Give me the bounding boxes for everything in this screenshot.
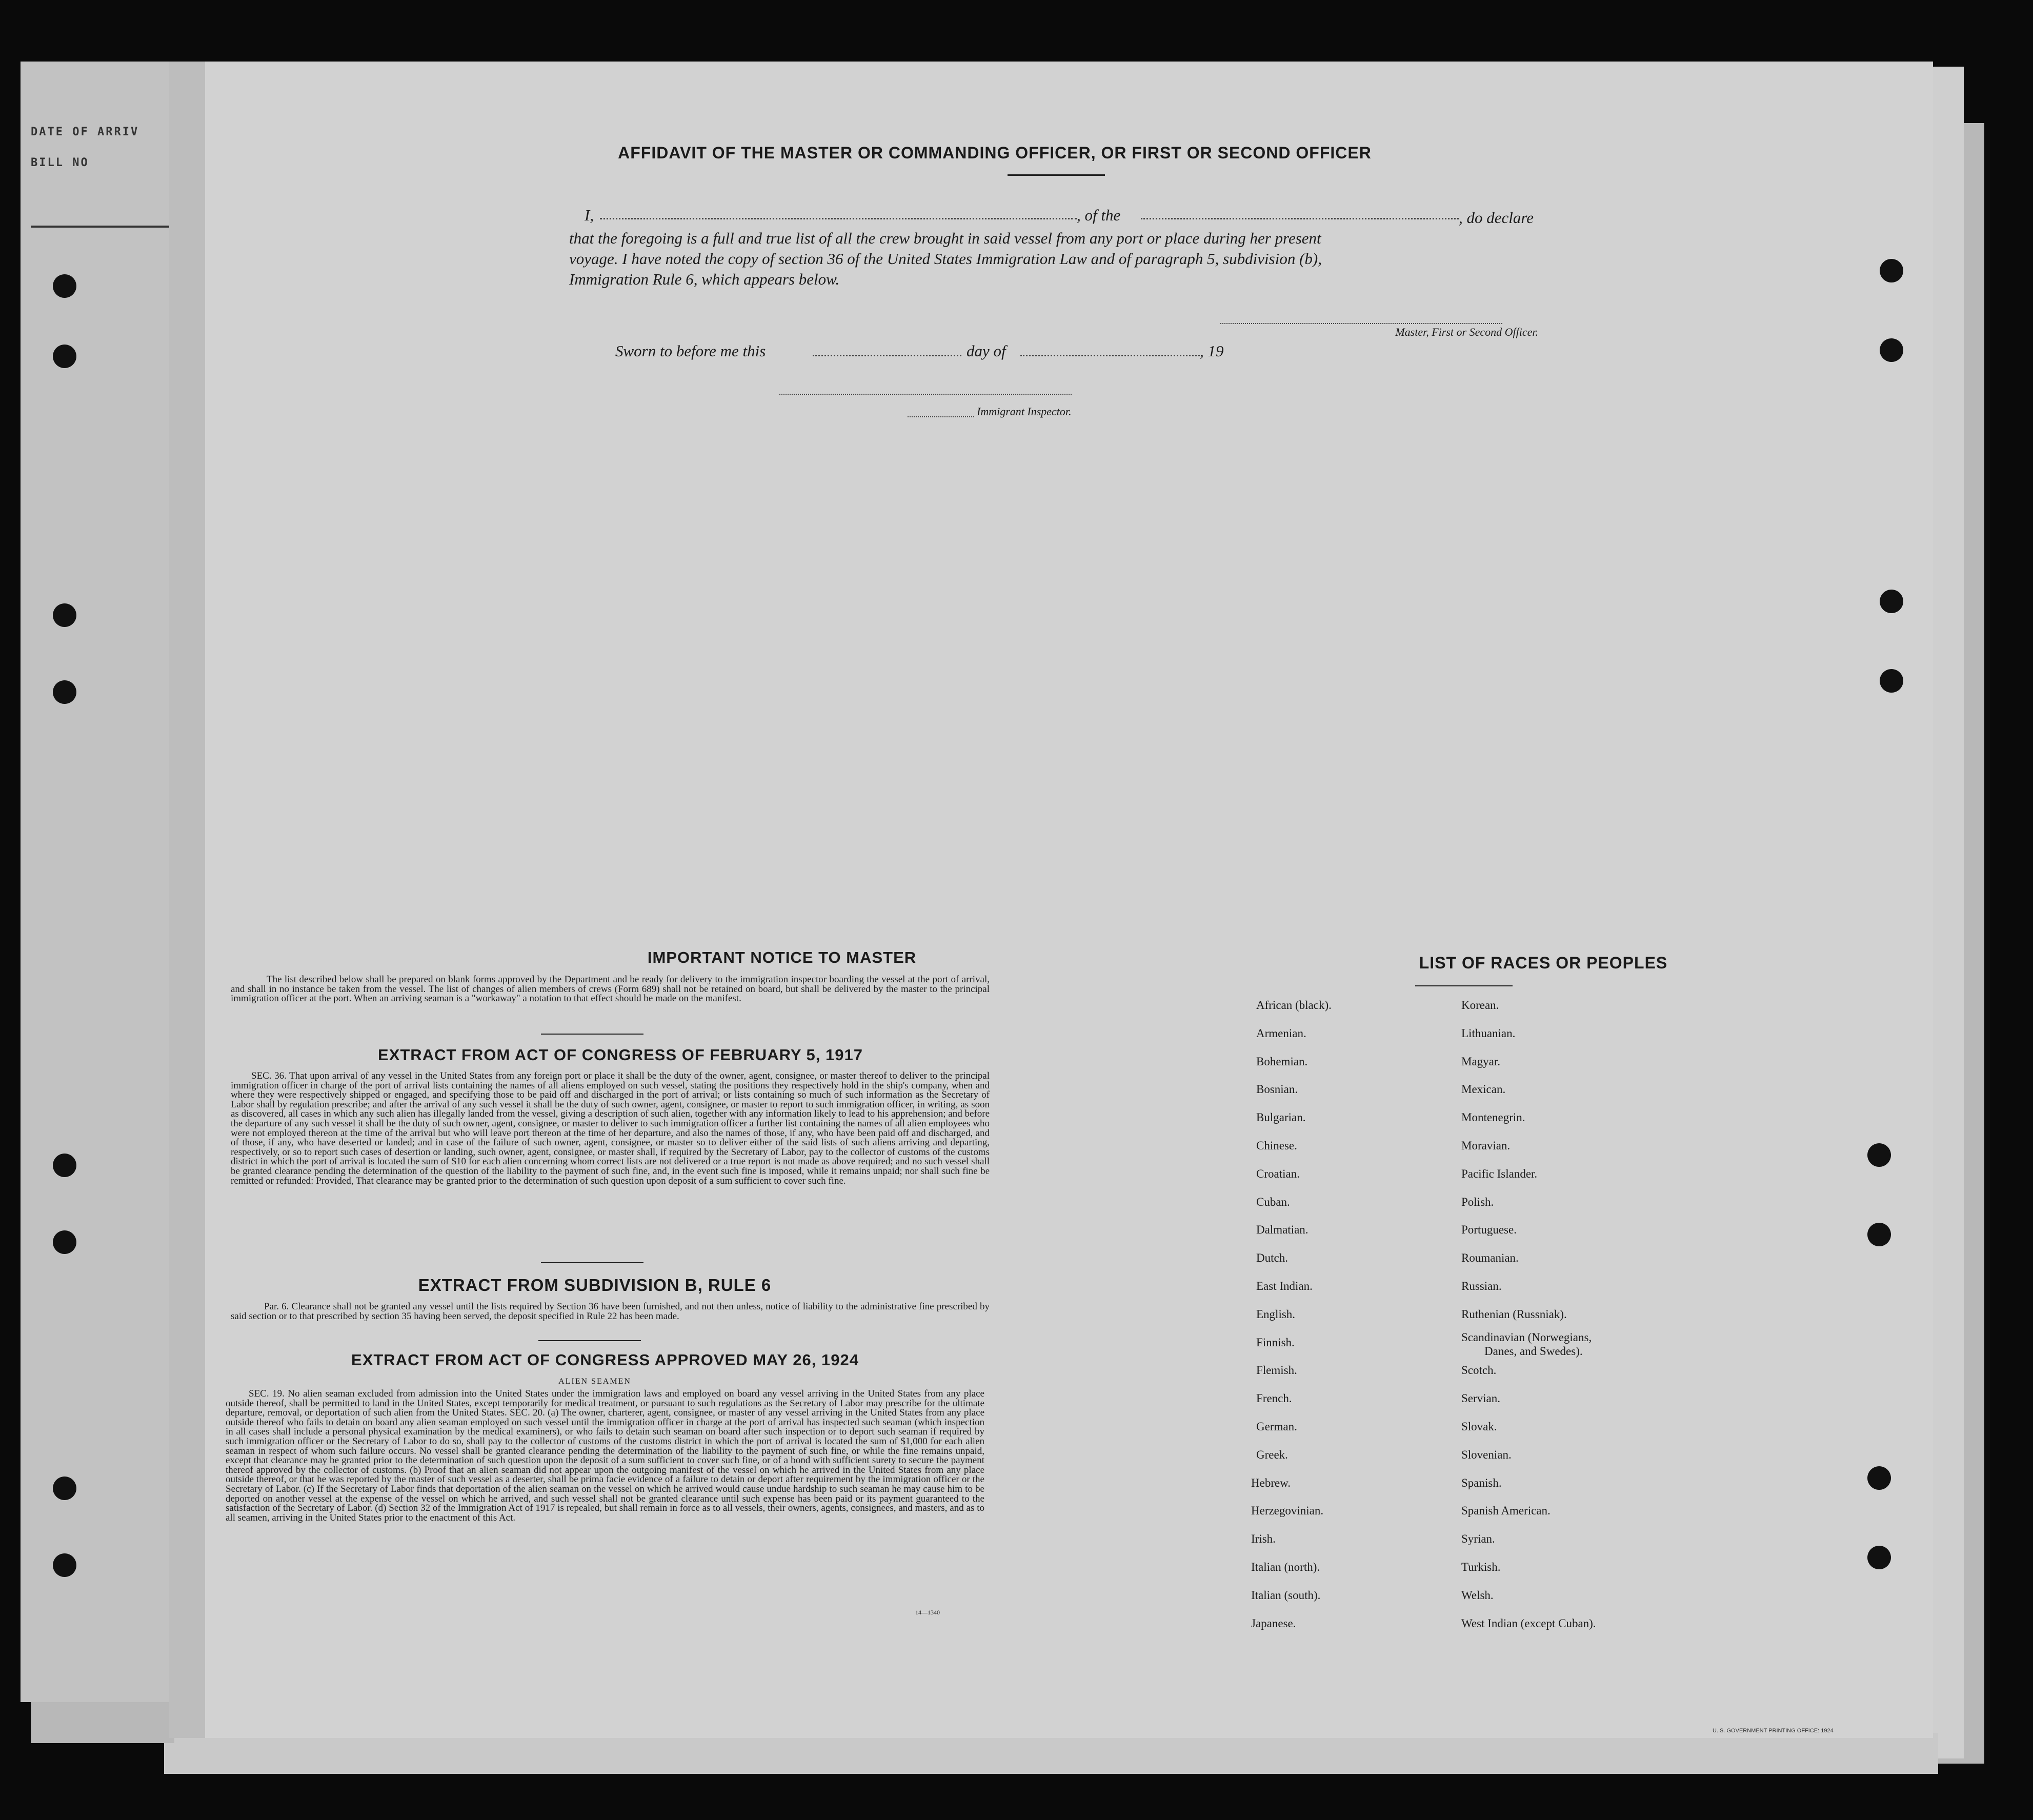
race-item-left: Bulgarian.	[1256, 1111, 1306, 1124]
underlying-sheet-left-top	[21, 62, 174, 1702]
affidavit-title: AFFIDAVIT OF THE MASTER OR COMMANDING OFFICER, OR FIRST OR SECOND OFFICER	[618, 144, 1372, 162]
inspector-label: Immigrant Inspector.	[977, 405, 1072, 418]
affidavit-do-declare: , do declare	[1459, 209, 1534, 227]
race-item-left: French.	[1256, 1392, 1292, 1405]
race-item-left: Hebrew.	[1251, 1476, 1291, 1489]
punch-hole	[53, 274, 76, 298]
punch-hole	[1880, 590, 1903, 613]
race-item-right-continuation: Danes, and Swedes).	[1484, 1344, 1583, 1358]
race-item-right: Syrian.	[1461, 1532, 1495, 1546]
extract-1917-rule	[541, 1262, 643, 1263]
race-item-left: Flemish.	[1256, 1364, 1297, 1377]
notice-title: IMPORTANT NOTICE TO MASTER	[647, 948, 917, 966]
day-of-label: day of	[967, 342, 1006, 360]
race-item-left: Greek.	[1256, 1448, 1288, 1461]
affidavit-i-label: I,	[585, 206, 594, 224]
race-item-right: Roumanian.	[1461, 1251, 1519, 1265]
page-left-edge	[169, 62, 205, 1738]
race-item-left: German.	[1256, 1420, 1297, 1433]
extract-rule6-rule	[538, 1340, 641, 1341]
affidavit-line-3: voyage. I have noted the copy of section 36 of the United States Immigration Law and of paragraph 5, subdivision (b),	[569, 250, 1322, 268]
extract-rule6-title: EXTRACT FROM SUBDIVISION B, RULE 6	[418, 1276, 772, 1295]
sworn-day-blank	[813, 355, 961, 356]
race-item-right: Slovak.	[1461, 1420, 1497, 1433]
punch-hole	[53, 680, 76, 704]
master-signature-label: Master, First or Second Officer.	[1395, 326, 1538, 338]
affidavit-of-the: , of the	[1077, 206, 1121, 224]
extract-1924-body: SEC. 19. No alien seaman excluded from admission into the United States under the immigration laws and employed on board any vessel arriving in the United States from any place outside thereof, shall be permitted to land in the United States, except temporarily for medical treatment, or pursuant to such regulations as the Secretary of Labor may prescribe for the ultimate departure, removal, or deportation of such alien from the United States. SEC. 20. (a) The owner, charterer, agent, consignee, or master of any vessel arriving in the United States from any place outside thereof who fails to detain on board any alien seaman employed on such vessel until the immigration officer in charge at the port of arrival has inspected such seaman (which inspection in all cases shall include a personal physical examination by the medical examiners), or who fails to detain such seaman on board after such inspection or to deport such seaman if required by such immigration officer or the Secretary of Labor to do so, shall pay to the collector of customs of the customs district in which the port of arrival is located the sum of $1,000 for each alien seaman in respect of whom such failure occurs. No vessel shall be granted clearance pending the determination of the liability to the payment of such fine, or while the fine remains unpaid, except that clearance may be granted prior to the determination of such question upon the deposit of a sum sufficient to cover such fine, or of a bond with sufficient surety to secure the payment thereof approved by the collector of customs. (b) Proof that an alien seaman did not appear upon the outgoing manifest of the vessel on which he arrived in the United States from any place outside thereof, or that he was reported by the master of such vessel as a deserter, shall be prima facie evidence of a failure to detain or deport after requirement by the immigration officer or the Secretary of Labor. (c) If the Secretary of Labor finds that deportation of the alien seaman on the vessel on which he arrived would cause undue hardship to such seaman he may cause him to be deported on another vessel at the expense of the vessel on which he arrived, and such vessel shall not be granted clearance until such expense has been paid or its payment guaranteed to the satisfaction of the Secretary of Labor. (d) Section 32 of the Immigration Act of 1917 is repealed, but shall remain in force as to all vessels, their owners, agents, consignees, and masters, and as to all seamen, arriving in the United States prior to the enactment of this Act.	[226, 1388, 984, 1523]
notice-body: The list described below shall be prepared on blank forms approved by the Department and be ready for delivery to the immigration inspector boarding the vessel at the port of arrival, and shall in no instance be taken from the vessel. The list of changes of alien members of crews (Form 689) shall not be retained on board, but shall be delivered by the master to the principal immigration officer at the port. When an arriving seaman is a "workaway" a notation to that effect should be made on the manifest.	[231, 974, 990, 1004]
race-item-left: Italian (south).	[1251, 1588, 1321, 1602]
stub-date-of-arrival: DATE OF ARRIV	[31, 126, 139, 138]
race-item-right: Moravian.	[1461, 1139, 1511, 1152]
race-item-right: Welsh.	[1461, 1588, 1494, 1602]
race-item-left: Dutch.	[1256, 1251, 1288, 1265]
race-item-left: Bohemian.	[1256, 1055, 1308, 1068]
race-item-right: Montenegrin.	[1461, 1111, 1525, 1124]
punch-hole	[1867, 1143, 1891, 1167]
form-number: 14—1340	[915, 1609, 940, 1616]
punch-hole	[1880, 338, 1903, 362]
race-item-left: Finnish.	[1256, 1336, 1295, 1349]
race-item-right: Scotch.	[1461, 1364, 1497, 1377]
race-item-right: Lithuanian.	[1461, 1026, 1516, 1040]
race-item-right: Portuguese.	[1461, 1223, 1517, 1237]
race-item-right: Magyar.	[1461, 1055, 1501, 1068]
extract-1924-subtitle: ALIEN SEAMEN	[558, 1377, 631, 1386]
notice-rule	[541, 1034, 643, 1035]
race-item-right: Scandinavian (Norwegians,	[1461, 1330, 1592, 1344]
inspector-signature-line	[779, 394, 1072, 395]
extract-1924-title: EXTRACT FROM ACT OF CONGRESS APPROVED MAY 26, 1924	[351, 1351, 859, 1369]
race-item-right: Mexican.	[1461, 1083, 1506, 1096]
punch-hole	[53, 1230, 76, 1254]
punch-hole	[1880, 669, 1903, 693]
punch-hole	[53, 1477, 76, 1500]
race-item-left: Croatian.	[1256, 1167, 1300, 1180]
race-item-right: Servian.	[1461, 1392, 1501, 1405]
extract-rule6-body: Par. 6. Clearance shall not be granted any vessel until the lists required by Section 36 have been furnished, and not then unless, notice of liability to the administrative fine prescribed by said section or to that prescribed by section 35 having been served, the deposit specified in Rule 22 has been made.	[231, 1301, 990, 1322]
affidavit-line-4: Immigration Rule 6, which appears below.	[569, 270, 840, 288]
race-item-left: Japanese.	[1251, 1616, 1296, 1630]
underlying-sheet-bottom	[164, 1733, 1938, 1774]
extract-1917-title: EXTRACT FROM ACT OF CONGRESS OF FEBRUARY 5, 1917	[378, 1046, 863, 1064]
race-item-right: Turkish.	[1461, 1561, 1501, 1573]
race-item-left: English.	[1256, 1307, 1296, 1321]
race-item-right: Polish.	[1461, 1195, 1494, 1208]
punch-hole	[53, 603, 76, 627]
stub-rule	[31, 226, 169, 228]
master-signature-line	[1220, 323, 1502, 324]
punch-hole	[1867, 1466, 1891, 1490]
race-item-right: Russian.	[1461, 1280, 1502, 1292]
race-item-left: Cuban.	[1256, 1195, 1290, 1208]
punch-hole	[1880, 259, 1903, 282]
race-item-left: Italian (north).	[1251, 1561, 1320, 1573]
race-item-right: West Indian (except Cuban).	[1461, 1616, 1596, 1630]
sworn-label: Sworn to before me this	[615, 342, 766, 360]
races-title: LIST OF RACES OR PEOPLES	[1419, 954, 1668, 972]
affidavit-line-2: that the foregoing is a full and true list of all the crew brought in said vessel from any port or place during her present	[569, 229, 1321, 247]
year-label: , 19	[1200, 342, 1224, 360]
race-item-left: Herzegovinian.	[1251, 1504, 1324, 1518]
gpo-imprint: U. S. GOVERNMENT PRINTING OFFICE: 1924	[1713, 1728, 1834, 1734]
race-item-right: Slovenian.	[1461, 1448, 1512, 1461]
punch-hole	[1867, 1546, 1891, 1569]
race-item-right: Spanish.	[1461, 1476, 1502, 1489]
vessel-blank	[1141, 218, 1459, 219]
affidavit-title-rule	[1008, 174, 1105, 176]
inspector-signature-line-short	[908, 416, 974, 417]
crew-list-form-page	[169, 62, 1933, 1738]
stub-bill-no: BILL NO	[31, 156, 89, 169]
race-item-left: East Indian.	[1256, 1280, 1313, 1292]
race-item-right: Pacific Islander.	[1461, 1167, 1538, 1180]
race-item-left: Dalmatian.	[1256, 1223, 1309, 1237]
race-item-left: Armenian.	[1256, 1026, 1306, 1040]
races-title-rule	[1415, 985, 1513, 986]
extract-1917-body: SEC. 36. That upon arrival of any vessel in the United States from any foreign port or place it shall be the duty of the owner, agent, consignee, or master thereof to deliver to the principal immigration officer in charge of the port of arrival lists containing the names of all aliens employed on such vessel, stating the positions they respectively hold in the ship's company, when and where they were respectively shipped or engaged, and specifying those to be paid off and discharged in the port of arrival; or lists containing so much of such information as the Secretary of Labor shall by regulation prescribe; and after the arrival of any such vessel it shall be the duty of such owner, agent, consignee, or master to report to such immigration officer, in writing, as soon as discovered, all cases in which any such alien has illegally landed from the vessel, giving a description of such alien, together with any information likely to lead to his apprehension; and before the departure of any such vessel it shall be the duty of such owner, agent, consignee, or master to deliver to such immigration officer a further list containing the names of all alien employees who were not employed thereon at the time of the arrival but who will leave port thereon at the time of her departure, and also the names of those, if any, who have been paid off and discharged, and of those, if any, who have deserted or landed; and in case of the failure of such owner, agent, consignee, or master so to deliver either of the said lists of such aliens arriving and departing, respectively, or so to report such cases of desertion or landing, such owner, agent, consignee, or master shall, if required by the Secretary of Labor, pay to the collector of customs of the customs district in which the port of arrival is located the sum of $10 for each alien concerning whom correct lists are not delivered or a true report is not made as above required; and no such vessel shall be granted clearance pending the determination of the question of the liability to the payment of such fine, and, in the event such fine is imposed, while it remains unpaid; nor shall such fine be remitted or refunded: Provided, That clearance may be granted prior to the determination of such question upon deposit of a sum sufficient to cover such fine.	[231, 1070, 990, 1186]
race-item-left: Irish.	[1251, 1532, 1276, 1546]
underlying-sheet-right-inner	[1928, 67, 1964, 1758]
race-item-left: Bosnian.	[1256, 1083, 1298, 1096]
race-item-right: Ruthenian (Russniak).	[1461, 1307, 1567, 1321]
race-item-right: Spanish American.	[1461, 1504, 1551, 1518]
sworn-month-blank	[1020, 355, 1200, 356]
punch-hole	[53, 345, 76, 368]
race-item-right: Korean.	[1461, 999, 1499, 1012]
race-item-left: Chinese.	[1256, 1139, 1297, 1152]
punch-hole	[53, 1154, 76, 1177]
name-blank	[600, 218, 1077, 219]
punch-hole	[53, 1553, 76, 1577]
race-item-left: African (black).	[1256, 999, 1332, 1012]
punch-hole	[1867, 1223, 1891, 1246]
